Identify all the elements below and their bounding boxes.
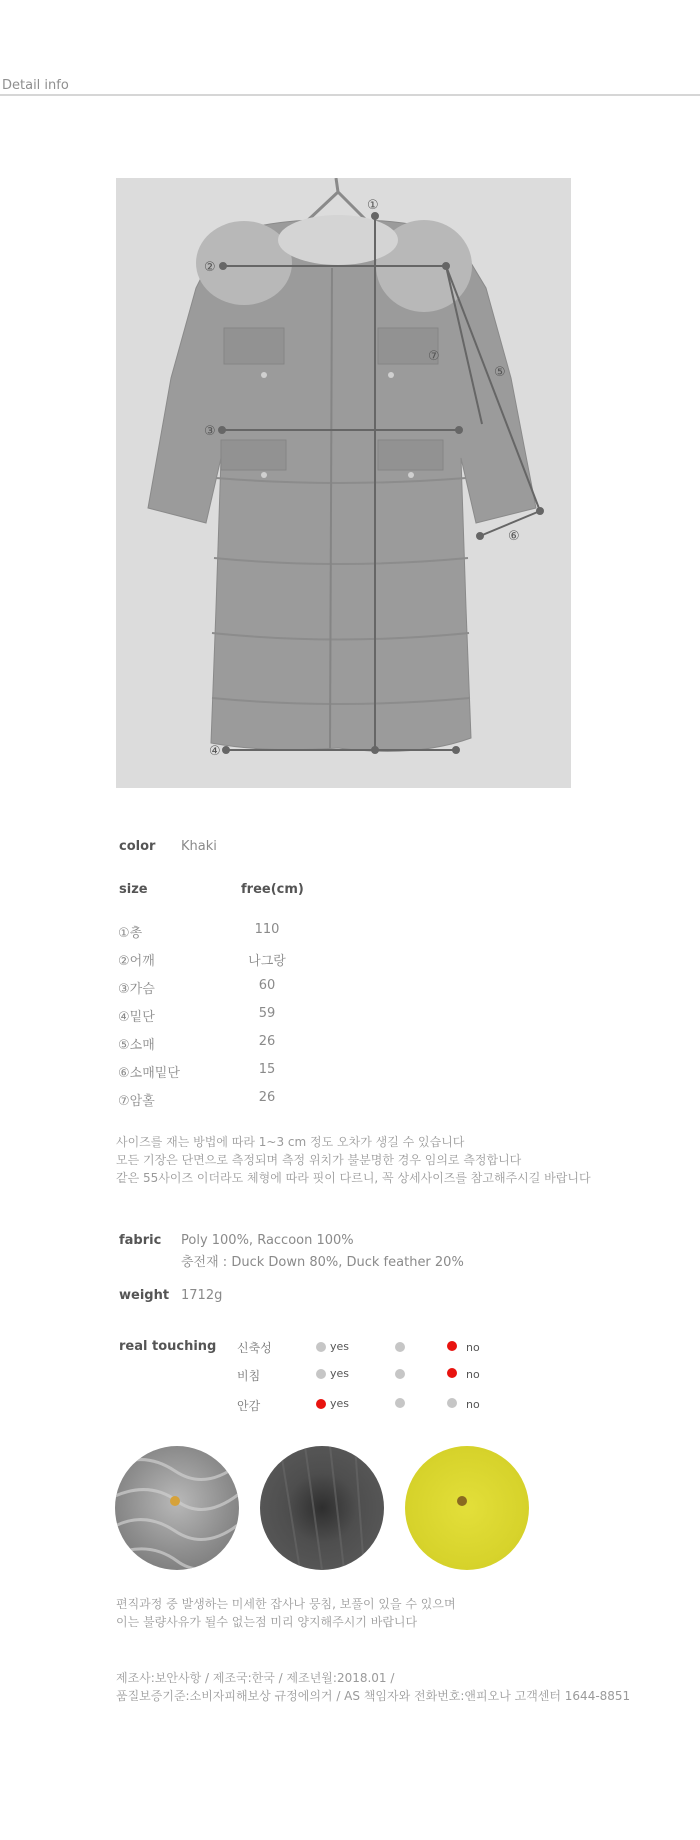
mark-2: ② [204, 260, 216, 275]
mark-7: ⑦ [428, 349, 440, 364]
yes-text: yes [330, 1340, 350, 1353]
defect-note: 이는 불량사유가 될수 없는점 미리 양지해주시기 바랍니다 [116, 1615, 418, 1629]
swatch-knit-gray [115, 1446, 239, 1570]
size-label: size [119, 882, 148, 897]
no-text: no [466, 1341, 480, 1354]
size-row-name: ①총 [118, 926, 143, 941]
fabric-line2: 충전재 : Duck Down 80%, Duck feather 20% [181, 1255, 464, 1270]
size-row-name: ②어깨 [118, 954, 155, 969]
size-row-value: 15 [258, 1062, 276, 1077]
no-dot [447, 1368, 457, 1378]
size-note: 같은 55사이즈 이더라도 체형에 따라 핏이 다르니, 꼭 상세사이즈를 참고해주시길 바랍니다 [116, 1171, 591, 1185]
footer-line: 품질보증기준:소비자피해보상 규정에의거 / AS 책임자와 전화번호:앤피오나 고객센터 1644-8851 [116, 1689, 631, 1703]
size-row-value: 26 [258, 1034, 276, 1049]
mid-dot [395, 1342, 405, 1352]
size-note: 모든 기장은 단면으로 측정되며 측정 위치가 불분명한 경우 임의로 측정합니다 [116, 1153, 522, 1167]
mark-3: ③ [204, 424, 216, 439]
mid-dot [395, 1369, 405, 1379]
header-title: Detail info [2, 78, 69, 93]
fabric-label: fabric [119, 1233, 162, 1248]
no-dot [447, 1341, 457, 1351]
yes-dot [316, 1369, 326, 1379]
coat-illustration [116, 178, 571, 788]
yes-text: yes [330, 1367, 350, 1380]
mark-5: ⑤ [494, 365, 506, 380]
footer-line: 제조사:보안사항 / 제조국:한국 / 제조년월:2018.01 / [116, 1671, 395, 1685]
touching-label: real touching [119, 1339, 217, 1354]
color-label: color [119, 839, 156, 854]
yes-dot [316, 1399, 326, 1409]
size-row-name: ⑤소매 [118, 1038, 155, 1053]
size-row-value: 110 [254, 922, 280, 937]
fabric-line1: Poly 100%, Raccoon 100% [181, 1233, 354, 1248]
size-row-name: ⑦암홀 [118, 1094, 155, 1109]
product-photo [116, 178, 571, 788]
size-row-name: ③가슴 [118, 982, 155, 997]
size-row-name: ⑥소매밑단 [118, 1066, 180, 1081]
swatch-charcoal [260, 1446, 384, 1570]
yes-dot [316, 1342, 326, 1352]
size-unit: free(cm) [241, 882, 304, 897]
touching-name: 안감 [237, 1399, 261, 1413]
header-divider [0, 94, 700, 96]
no-text: no [466, 1368, 480, 1381]
yes-text: yes [330, 1397, 350, 1410]
weight-value: 1712g [181, 1288, 223, 1303]
size-row-name: ④밑단 [118, 1010, 155, 1025]
size-row-value: 59 [258, 1006, 276, 1021]
mark-6: ⑥ [508, 529, 520, 544]
defect-note: 편직과정 중 발생하는 미세한 잡사나 뭉침, 보풀이 있을 수 있으며 [116, 1597, 456, 1611]
touching-name: 신축성 [237, 1341, 272, 1355]
size-row-value: 나그랑 [248, 954, 286, 969]
size-note: 사이즈를 재는 방법에 따라 1~3 cm 정도 오차가 생길 수 있습니다 [116, 1135, 465, 1149]
no-text: no [466, 1398, 480, 1411]
no-dot [447, 1398, 457, 1408]
color-value: Khaki [181, 839, 217, 854]
mark-1: ① [367, 198, 379, 213]
mark-4: ④ [209, 744, 221, 759]
mid-dot [395, 1398, 405, 1408]
weight-label: weight [119, 1288, 170, 1303]
size-row-value: 60 [258, 978, 276, 993]
size-row-value: 26 [258, 1090, 276, 1105]
touching-name: 비침 [237, 1369, 261, 1383]
swatch-yellow [405, 1446, 529, 1570]
